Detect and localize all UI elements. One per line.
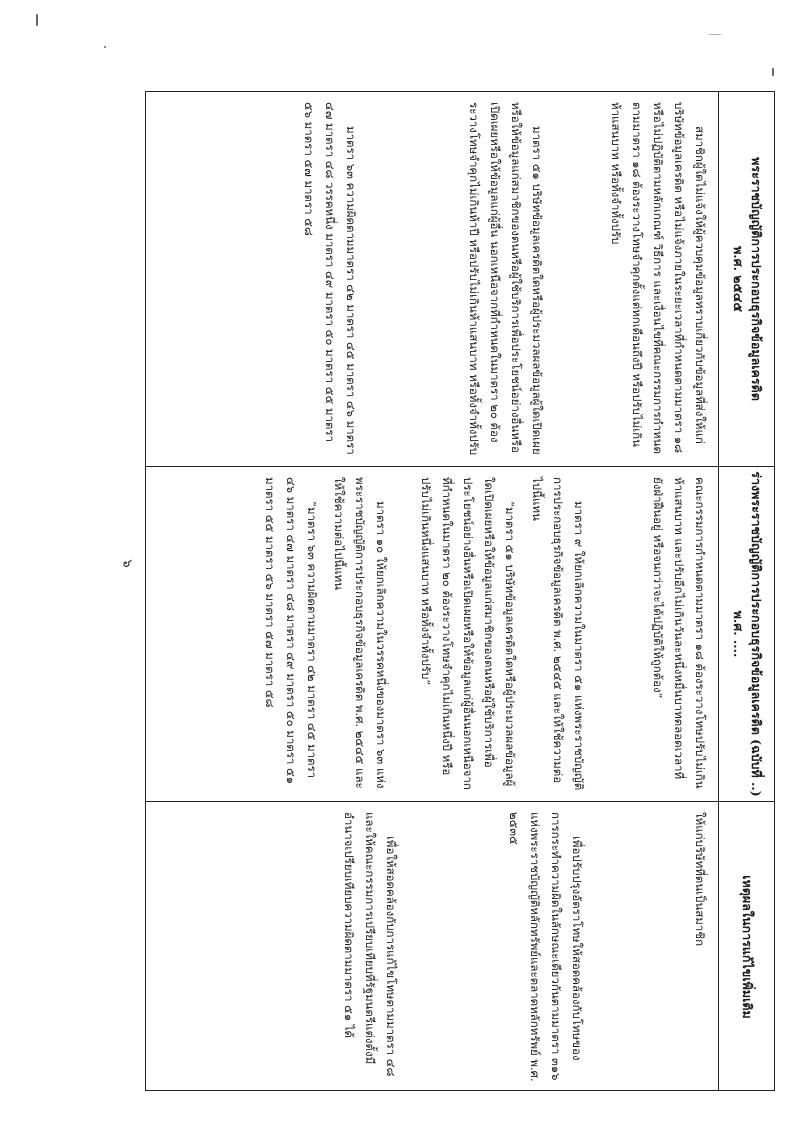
paragraph: มาตรา ๕๑ บริษัทข้อมูลเครดิตใดหรือผู้ประมวลผลข้อมูลผู้ใดเปิดเผยหรือให้ข้อมูลแก่สมาชิกของตนหรือผู้ใช้บริการเพื่อประโยชน์อย่างอื่นหรือเปิดเผยหรือให้ข้อมูลแก่ผู้อื่น นอกเหนือจากที่กำหนดในมาตรา ๒๐ ต้องระวางโทษจำคุกไม่เกินห้าปี หรือปรับไม่เกินห้าแสนบาท หรือทั้งจำทั้งปรับ	[467, 102, 544, 456]
paragraph: เพื่อปรับปรุงอัตราโทษให้สอดคล้องกับโทษของการกระทำความผิดในลักษณะเดียวกันตามมาตรา ๓๑๖ แห่งพระราชบัญญัติหลักทรัพย์และตลาดหลักทรัพย์ พ.ศ. ๒๕๓๕	[507, 812, 584, 1082]
column-body	[284, 92, 718, 466]
comparison-table	[145, 91, 775, 1091]
paragraph: มาตรา ๙ ให้ยกเลิกความในมาตรา ๕๑ แห่งพระราชบัญญัติการประกอบธุรกิจข้อมูลเครดิต พ.ศ. ๒๕๔๕ และให้ใช้ความต่อไปนี้แทน	[530, 477, 586, 791]
paragraph: สมาชิกผู้ใดไม่แจ้งให้ผู้ควบคุมข้อมูลทราบเกี่ยวกับข้อมูลที่ส่งให้แก่บริษัทข้อมูลเครดิต หรือไม่แจ้งภายในระยะเวลาที่กำหนดตามมาตรา ๑๘ หรือไม่ปฏิบัติตามหลักเกณฑ์ วิธีการ และเงื่อนไขที่คณะกรรมการกำหนดตามมาตรา ๑๘ ต้องระวางโทษจำคุกตั้งแต่หกเดือนถึงปี หรือปรับไม่เกินห้าแสนบาท หรือทั้งจำทั้งปรับ	[609, 102, 707, 454]
paragraph: “มาตรา ๖๓ ความผิดตามมาตรา ๔๒ มาตรา ๔๕ มาตรา ๔๖ มาตรา ๔๗ มาตรา ๔๘ มาตรา ๔๙ มาตรา ๕๐ มาตรา ๕๑ มาตรา ๕๕ มาตรา ๕๖ มาตรา ๕๗ มาตรา ๕๘	[263, 477, 319, 785]
column-header	[718, 92, 775, 466]
column-current-act	[146, 92, 775, 467]
scan-speck	[772, 68, 774, 76]
header-title: พระราชบัญญัติการประกอบธุรกิจข้อมูลเครดิต	[749, 157, 765, 401]
column-draft-act	[146, 467, 775, 802]
header-title: เหตุผลในการแก้ไขเพิ่มเติม	[740, 875, 756, 1019]
column-rationale	[146, 802, 775, 1091]
paragraph: มาตรา ๖๓ ความผิดตามมาตรา ๔๒ มาตรา ๔๕ มาตรา ๔๖ มาตรา ๔๗ มาตรา ๔๘ วรรคหนึ่ง มาตรา ๔๙ มาตรา ๕๐ มาตรา ๕๕ มาตรา ๕๖ มาตรา ๕๗ มาตรา ๕๘	[302, 102, 358, 455]
scan-speck	[104, 46, 106, 48]
page-number: ๖	[119, 559, 135, 568]
scan-speck	[708, 34, 722, 35]
scan-speck	[36, 14, 38, 26]
paragraph: มาตรา ๑๐ ให้ยกเลิกความในวรรคหนึ่งของมาตรา ๖๓ แห่งพระราชบัญญัติการประกอบธุรกิจข้อมูลเครดิต พ.ศ. ๒๕๔๕ และให้ใช้ความต่อไปนี้แทน	[332, 477, 388, 789]
rotated-table-content	[146, 92, 775, 1091]
column-header	[718, 802, 775, 1091]
paragraph: เพื่อให้สอดคล้องกับการแก้ไขโทษตามมาตรา ๔๘ และให้คณะกรรมการเปรียบเทียบที่รัฐมนตรีแต่งตั้งมีอำนาจเปรียบเทียบความผิดตามมาตรา ๕๑ ได้	[342, 812, 398, 1077]
header-year: พ.ศ. ....	[731, 610, 747, 658]
paragraph: คณะกรรมการกำหนดตามมาตรา ๑๘ ต้องระวางโทษปรับไม่เกินห้าแสนบาท และปรับอีกไม่เกินวันละหนึ่งหมื่นบาทตลอดเวลาที่ยังฝ่าฝืนอยู่ หรือจนกว่าจะได้ปฏิบัติให้ถูกต้อง”	[651, 477, 707, 789]
column-body	[324, 802, 718, 1091]
paragraph: ให้แก่บริษัทที่ตนเป็นสมาชิก	[693, 812, 707, 947]
header-title: ร่างพระราชบัญญัติการประกอบธุรกิจข้อมูลเครดิต (ฉบับที่ ..)	[749, 471, 765, 797]
paragraph: “มาตรา ๕๑ บริษัทข้อมูลเครดิตใดหรือผู้ประมวลผลข้อมูลผู้ใดเปิดเผยหรือให้ข้อมูลแก่สมาชิกของตนหรือผู้ใช้บริการเพื่อประโยชน์อย่างอื่นหรือเปิดเผยหรือให้ข้อมูลแก่ผู้อื่นนอกเหนือจากที่กำหนดในมาตรา ๒๐ ต้องระวางโทษจำคุกไม่เกินหนึ่งปี หรือปรับไม่เกินหนึ่งแสนบาท หรือทั้งจำทั้งปรับ”	[419, 477, 517, 790]
header-year: พ.ศ. ๒๕๔๕	[731, 246, 747, 312]
column-header	[718, 467, 775, 801]
column-body	[245, 467, 718, 801]
